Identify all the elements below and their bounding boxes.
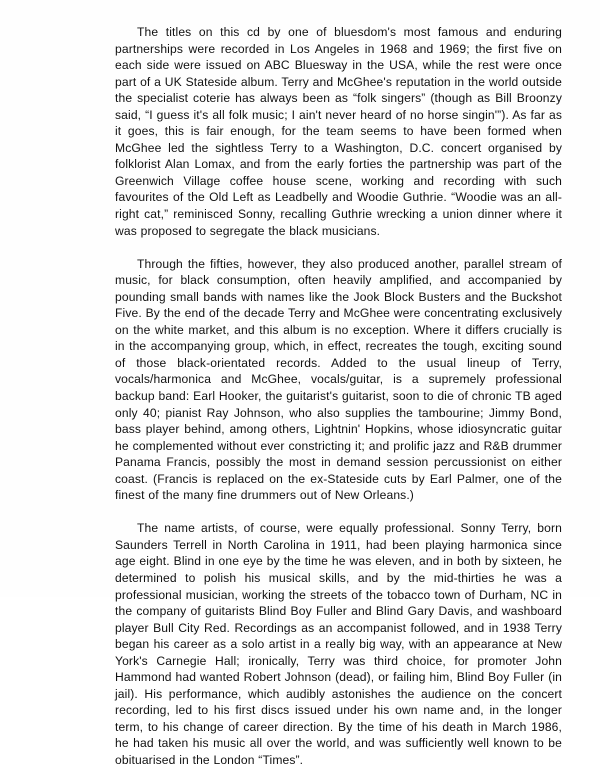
paragraph-1: The titles on this cd by one of bluesdom's most famous and enduring partnerships were recorded in Los Angeles in 1968 and 1969; the first five on each side were issued on ABC Bluesway in the USA, while the rest were once part of a UK Stateside album. Terry and McGhee's reputation in the world outside the specialist coterie has always been as “folk singers” (though as Bill Broonzy said, “I guess it's all folk music; I ain't never heard of no horse singin'”). As far as it goes, this is fair enough, for the team seems to have been formed when McGhee led the sightless Terry to a Washington, D.C. concert organised by folklorist Alan Lomax, and from the early forties the partnership was part of the Greenwich Village coffee house scene, working and recording with such favourites of the Old Left as Leadbelly and Woodie Guthrie. “Woodie was an all-right cat,” reminisced Sonny, recalling Guthrie wrecking a union dinner where it was proposed to segregate the black musicians. — [115, 25, 562, 238]
paragraph-3: The name artists, of course, were equally professional. Sonny Terry, born Saunders Terrell in North Carolina in 1911, had been playing harmonica since age eight. Blind in one eye by the time he was eleven, and in both by sixteen, he determined to polish his musical skills, and by the mid-thirties he was a professional musician, working the streets of the tobacco town of Durham, NC in the company of guitarists Blind Boy Fuller and Blind Gary Davis, and washboard player Bull City Red. Recordings as an accompanist followed, and in 1938 Terry began his career as a solo artist in a really big way, with an appearance at New York's Carnegie Hall; ironically, Terry was third choice, for promoter John Hammond had wanted Robert Johnson (dead), or failing him, Blind Boy Fuller (in jail). His performance, which audibly astonishes the audience on the concert recording, led to his first discs issued under his own name and, in the longer term, to his change of career direction. By the time of his death in March 1986, he had taken his music all over the world, and was sufficiently well known to be obituarised in the London “Times”. — [115, 521, 562, 767]
paragraph-2: Through the fifties, however, they also produced another, parallel stream of music, for black consumption, often heavily amplified, and accompanied by pounding small bands with names like the Jook Block Busters and the Buckshot Five. By the end of the decade Terry and McGhee were concentrating exclusively on the white market, and this album is no exception. Where it differs crucially is in the accompanying group, which, in effect, recreates the tough, exciting sound of those black-orientated records. Added to the usual lineup of Terry, vocals/harmonica and McGhee, vocals/guitar, is a supremely professional backup band: Earl Hooker, the guitarist's guitarist, soon to die of chronic TB aged only 40; pianist Ray Johnson, who also supplies the tambourine; Jimmy Bond, bass player behind, among others, Lightnin' Hopkins, whose idiosyncratic guitar he complemented without ever constricting it; and prolific jazz and R&B drummer Panama Francis, possibly the most in demand session percussionist on either coast. (Francis is replaced on the ex-Stateside cuts by Earl Palmer, one of the finest of the many fine drummers out of New Orleans.) — [115, 256, 562, 503]
liner-notes-text — [115, 24, 562, 769]
